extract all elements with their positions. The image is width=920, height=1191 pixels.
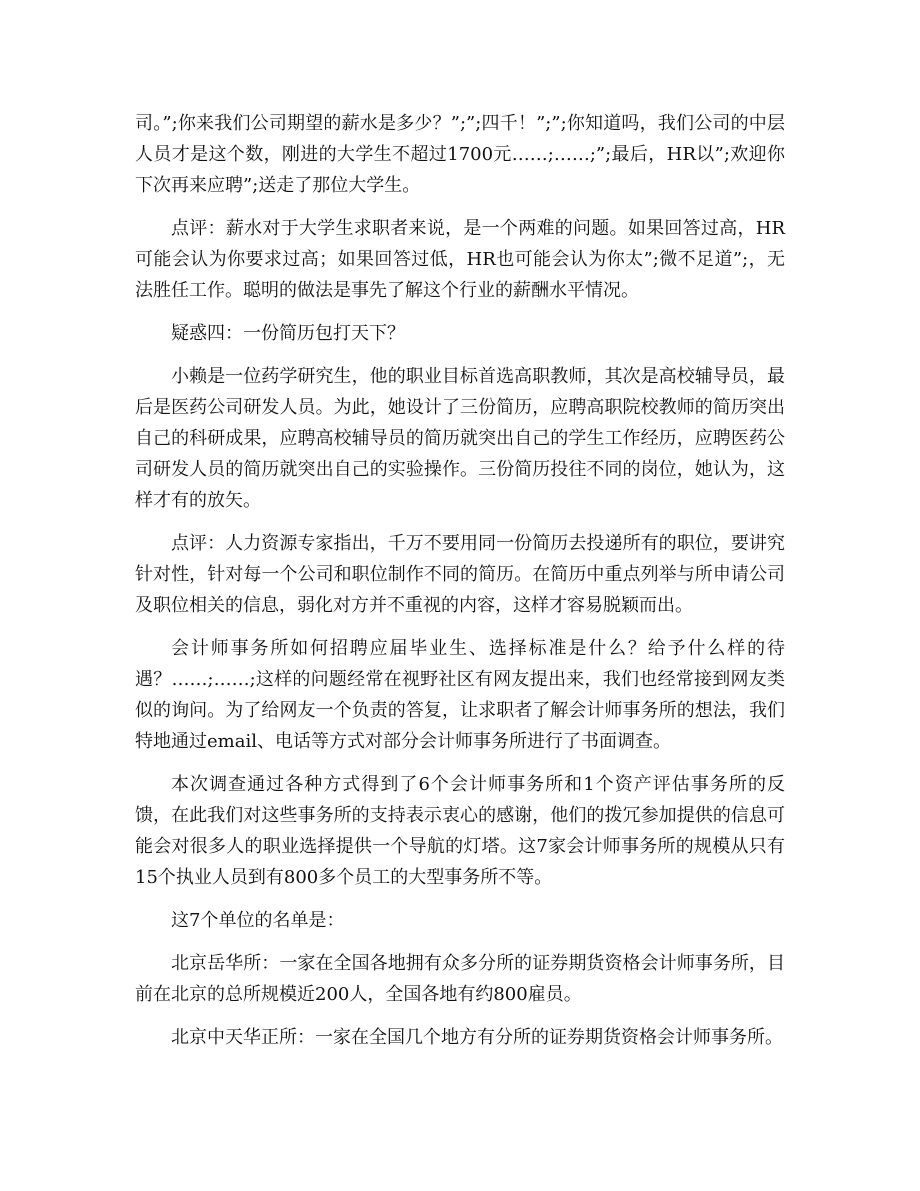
paragraph-accounting-recruitment: 会计师事务所如何招聘应届毕业生、选择标准是什么？给予什么样的待遇？……;……;这样的问题经常在视野社区有网友提出来，我们也经常接到网友类似的询问。为了给网友一个负责的答复，让求职者了解会计师事务所的想法，我们特地通过email、电话等方式对部分会计师事务所进行了书面调查。 xyxy=(135,638,785,752)
paragraph-heading-question-four: 疑惑四：一份简历包打天下？ xyxy=(171,323,405,344)
paragraph-story-xiaolai: 小赖是一位药学研究生，他的职业目标首选高职教师，其次是高校辅导员，最后是医药公司研发人员。为此，她设计了三份简历，应聘高职院校教师的简历突出自己的科研成果，应聘高校辅导员的简历就突出自己的学生工作经历，应聘医药公司研发人员的简历就突出自己的实验操作。三份简历投往不同的岗位，她认为，这样才有的放矢。 xyxy=(135,366,785,511)
paragraph-survey-results: 本次调查通过各种方式得到了6个会计师事务所和1个资产评估事务所的反馈，在此我们对这些事务所的支持表示衷心的感谢，他们的拨冗参加提供的信息可能会对很多人的职业选择提供一个导航的灯塔。这7家会计师事务所的规模从只有15个执业人员到有800多个员工的大型事务所不等。 xyxy=(135,774,785,888)
paragraph-firm-yuehua: 北京岳华所：一家在全国各地拥有众多分所的证券期货资格会计师事务所，目前在北京的总所规模近200人，全国各地有约800雇员。 xyxy=(135,953,785,1005)
paragraph-firm-zhongtianhuazheng: 北京中天华正所：一家在全国几个地方有分所的证券期货资格会计师事务所。 xyxy=(171,1027,783,1048)
paragraph-continuation: 司。”;你来我们公司期望的薪水是多少？”;”;四千！”;”;你知道吗，我们公司的中层人员才是这个数，刚进的大学生不超过1700元……;……;”;最后，HR以”;欢迎你下次再来应聘”;送走了那位大学生。 xyxy=(135,113,785,196)
document-body xyxy=(135,108,785,1053)
paragraph-comment-resume: 点评：人力资源专家指出，千万不要用同一份简历去投递所有的职位，要讲究针对性，针对每一个公司和职位制作不同的简历。在简历中重点列举与所申请公司及职位相关的信息，弱化对方并不重视的内容，这样才容易脱颖而出。 xyxy=(135,533,785,616)
paragraph-comment-salary: 点评：薪水对于大学生求职者来说，是一个两难的问题。如果回答过高，HR可能会认为你要求过高；如果回答过低，HR也可能会认为你太”;微不足道”;，无法胜任工作。聪明的做法是事先了解这个行业的薪酬水平情况。 xyxy=(135,218,785,301)
paragraph-list-intro: 这7个单位的名单是： xyxy=(171,910,345,931)
